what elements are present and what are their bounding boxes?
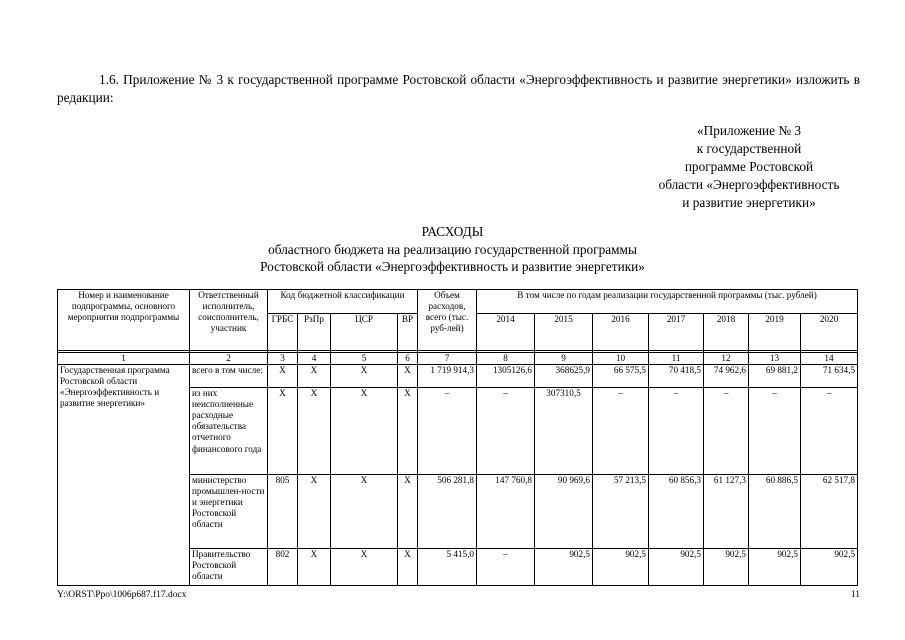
appendix-line: и развитие энергетики» xyxy=(682,195,816,210)
program-name-cell-empty xyxy=(58,475,190,549)
column-number: 10 xyxy=(593,353,649,365)
column-number: 11 xyxy=(649,353,704,365)
table-row xyxy=(58,549,858,586)
column-numbers-row xyxy=(58,353,858,365)
column-number: 12 xyxy=(704,353,749,365)
column-number: 7 xyxy=(418,353,477,365)
year-value-cell: – xyxy=(649,388,704,475)
year-value-cell: 902,5 xyxy=(649,549,704,586)
year-value-cell: – xyxy=(704,388,749,475)
year-value-cell: 71 634,5 xyxy=(801,365,858,388)
grbs-cell: 805 xyxy=(268,475,298,549)
heading-subtitle-line2: Ростовской области «Энергоэффективность и развитие энергетики» xyxy=(260,259,645,274)
header-volume: Объем расходов, всего (тыс. руб-лей) xyxy=(418,290,477,351)
column-number: 6 xyxy=(398,353,418,365)
header-rzpr: РзПр xyxy=(298,314,331,351)
header-year: 2015 xyxy=(535,314,593,351)
grbs-cell: X xyxy=(268,365,298,388)
year-value-cell: 66 575,5 xyxy=(593,365,649,388)
year-value-cell: 307310,5 xyxy=(535,388,593,475)
rzpr-cell: X xyxy=(298,365,331,388)
executor-cell: министерство промышлен-ности и энергетики Ростовской области xyxy=(190,475,268,549)
intro-paragraph: 1.6. Приложение № 3 к государственной программе Ростовской области «Энергоэффективность и развитие энергетики» изложить в редакции: xyxy=(57,72,860,105)
column-number: 2 xyxy=(190,353,268,365)
appendix-line: «Приложение № 3 xyxy=(697,123,801,138)
csr-cell: X xyxy=(331,549,398,586)
header-year: 2018 xyxy=(704,314,749,351)
footer-file-path: Y:\ORST\Ppo\1006p687.f17.docx xyxy=(57,590,187,600)
column-number: 14 xyxy=(801,353,858,365)
table-row xyxy=(58,365,858,388)
column-number: 3 xyxy=(268,353,298,365)
executor-cell: всего в том числе: xyxy=(190,365,268,388)
vr-cell: X xyxy=(398,388,418,475)
year-value-cell: – xyxy=(477,388,535,475)
csr-cell: X xyxy=(331,388,398,475)
year-value-cell: – xyxy=(801,388,858,475)
year-value-cell: – xyxy=(593,388,649,475)
vr-cell: X xyxy=(398,475,418,549)
header-program-name: Номер и наименование подпрограммы, основного мероприятия подпрограммы xyxy=(58,290,190,351)
document-heading xyxy=(0,223,905,276)
table-row xyxy=(58,475,858,549)
program-name-cell-empty xyxy=(58,549,190,586)
header-executor: Ответственный исполнитель, соисполнитель, участник xyxy=(190,290,268,351)
year-value-cell: 1305126,6 xyxy=(477,365,535,388)
grbs-cell: 802 xyxy=(268,549,298,586)
header-vr: ВР xyxy=(398,314,418,351)
header-year: 2017 xyxy=(649,314,704,351)
year-value-cell: 61 127,3 xyxy=(704,475,749,549)
year-value-cell: 74 962,6 xyxy=(704,365,749,388)
appendix-reference xyxy=(628,122,870,212)
appendix-line: области «Энергоэффективность xyxy=(658,177,840,192)
header-year: 2014 xyxy=(477,314,535,351)
column-number: 1 xyxy=(58,353,190,365)
year-value-cell: 902,5 xyxy=(593,549,649,586)
header-budget-code: Код бюджетной классификации xyxy=(268,290,418,314)
year-value-cell: 70 418,5 xyxy=(649,365,704,388)
year-value-cell: 902,5 xyxy=(801,549,858,586)
year-value-cell: – xyxy=(749,388,801,475)
executor-cell: Правительство Ростовской области xyxy=(190,549,268,586)
year-value-cell: 69 881,2 xyxy=(749,365,801,388)
total-cell: 506 281,8 xyxy=(418,475,477,549)
total-cell: 1 719 914,3 xyxy=(418,365,477,388)
year-value-cell: 60 856,3 xyxy=(649,475,704,549)
header-year: 2019 xyxy=(749,314,801,351)
expenses-table xyxy=(57,289,858,586)
year-value-cell: 902,5 xyxy=(749,549,801,586)
year-value-cell: 147 760,8 xyxy=(477,475,535,549)
vr-cell: X xyxy=(398,549,418,586)
header-year: 2016 xyxy=(593,314,649,351)
column-number: 13 xyxy=(749,353,801,365)
year-value-cell: 62 517,8 xyxy=(801,475,858,549)
year-value-cell: 60 886,5 xyxy=(749,475,801,549)
total-cell: 5 415,0 xyxy=(418,549,477,586)
header-row xyxy=(58,290,858,314)
header-year: 2020 xyxy=(801,314,858,351)
page-number: 11 xyxy=(850,590,860,600)
rzpr-cell: X xyxy=(298,388,331,475)
year-value-cell: 57 213,5 xyxy=(593,475,649,549)
column-number: 8 xyxy=(477,353,535,365)
column-number: 9 xyxy=(535,353,593,365)
rzpr-cell: X xyxy=(298,549,331,586)
header-csr: ЦСР xyxy=(331,314,398,351)
header-years-group: В том числе по годам реализации государственной программы (тыс. рублей) xyxy=(477,290,858,314)
header-grbs: ГРБС xyxy=(268,314,298,351)
year-value-cell: 902,5 xyxy=(704,549,749,586)
total-cell: – xyxy=(418,388,477,475)
grbs-cell: X xyxy=(268,388,298,475)
appendix-line: к государственной xyxy=(696,141,802,156)
csr-cell: X xyxy=(331,365,398,388)
heading-title: РАСХОДЫ xyxy=(421,224,484,239)
column-number: 4 xyxy=(298,353,331,365)
appendix-line: программе Ростовской xyxy=(684,159,814,174)
vr-cell: X xyxy=(398,365,418,388)
year-value-cell: 902,5 xyxy=(535,549,593,586)
heading-subtitle-line1: областного бюджета на реализацию государственной программы xyxy=(268,241,637,257)
rzpr-cell: X xyxy=(298,475,331,549)
program-name-cell: Государственная программа Ростовской области «Энергоэффективность и развитие энергетики» xyxy=(58,365,190,475)
column-number: 5 xyxy=(331,353,398,365)
csr-cell: X xyxy=(331,475,398,549)
executor-cell: из них неисполненные расходные обязательства отчетного финансового года xyxy=(190,388,268,475)
year-value-cell: 90 969,6 xyxy=(535,475,593,549)
year-value-cell: 368625,9 xyxy=(535,365,593,388)
year-value-cell: – xyxy=(477,549,535,586)
